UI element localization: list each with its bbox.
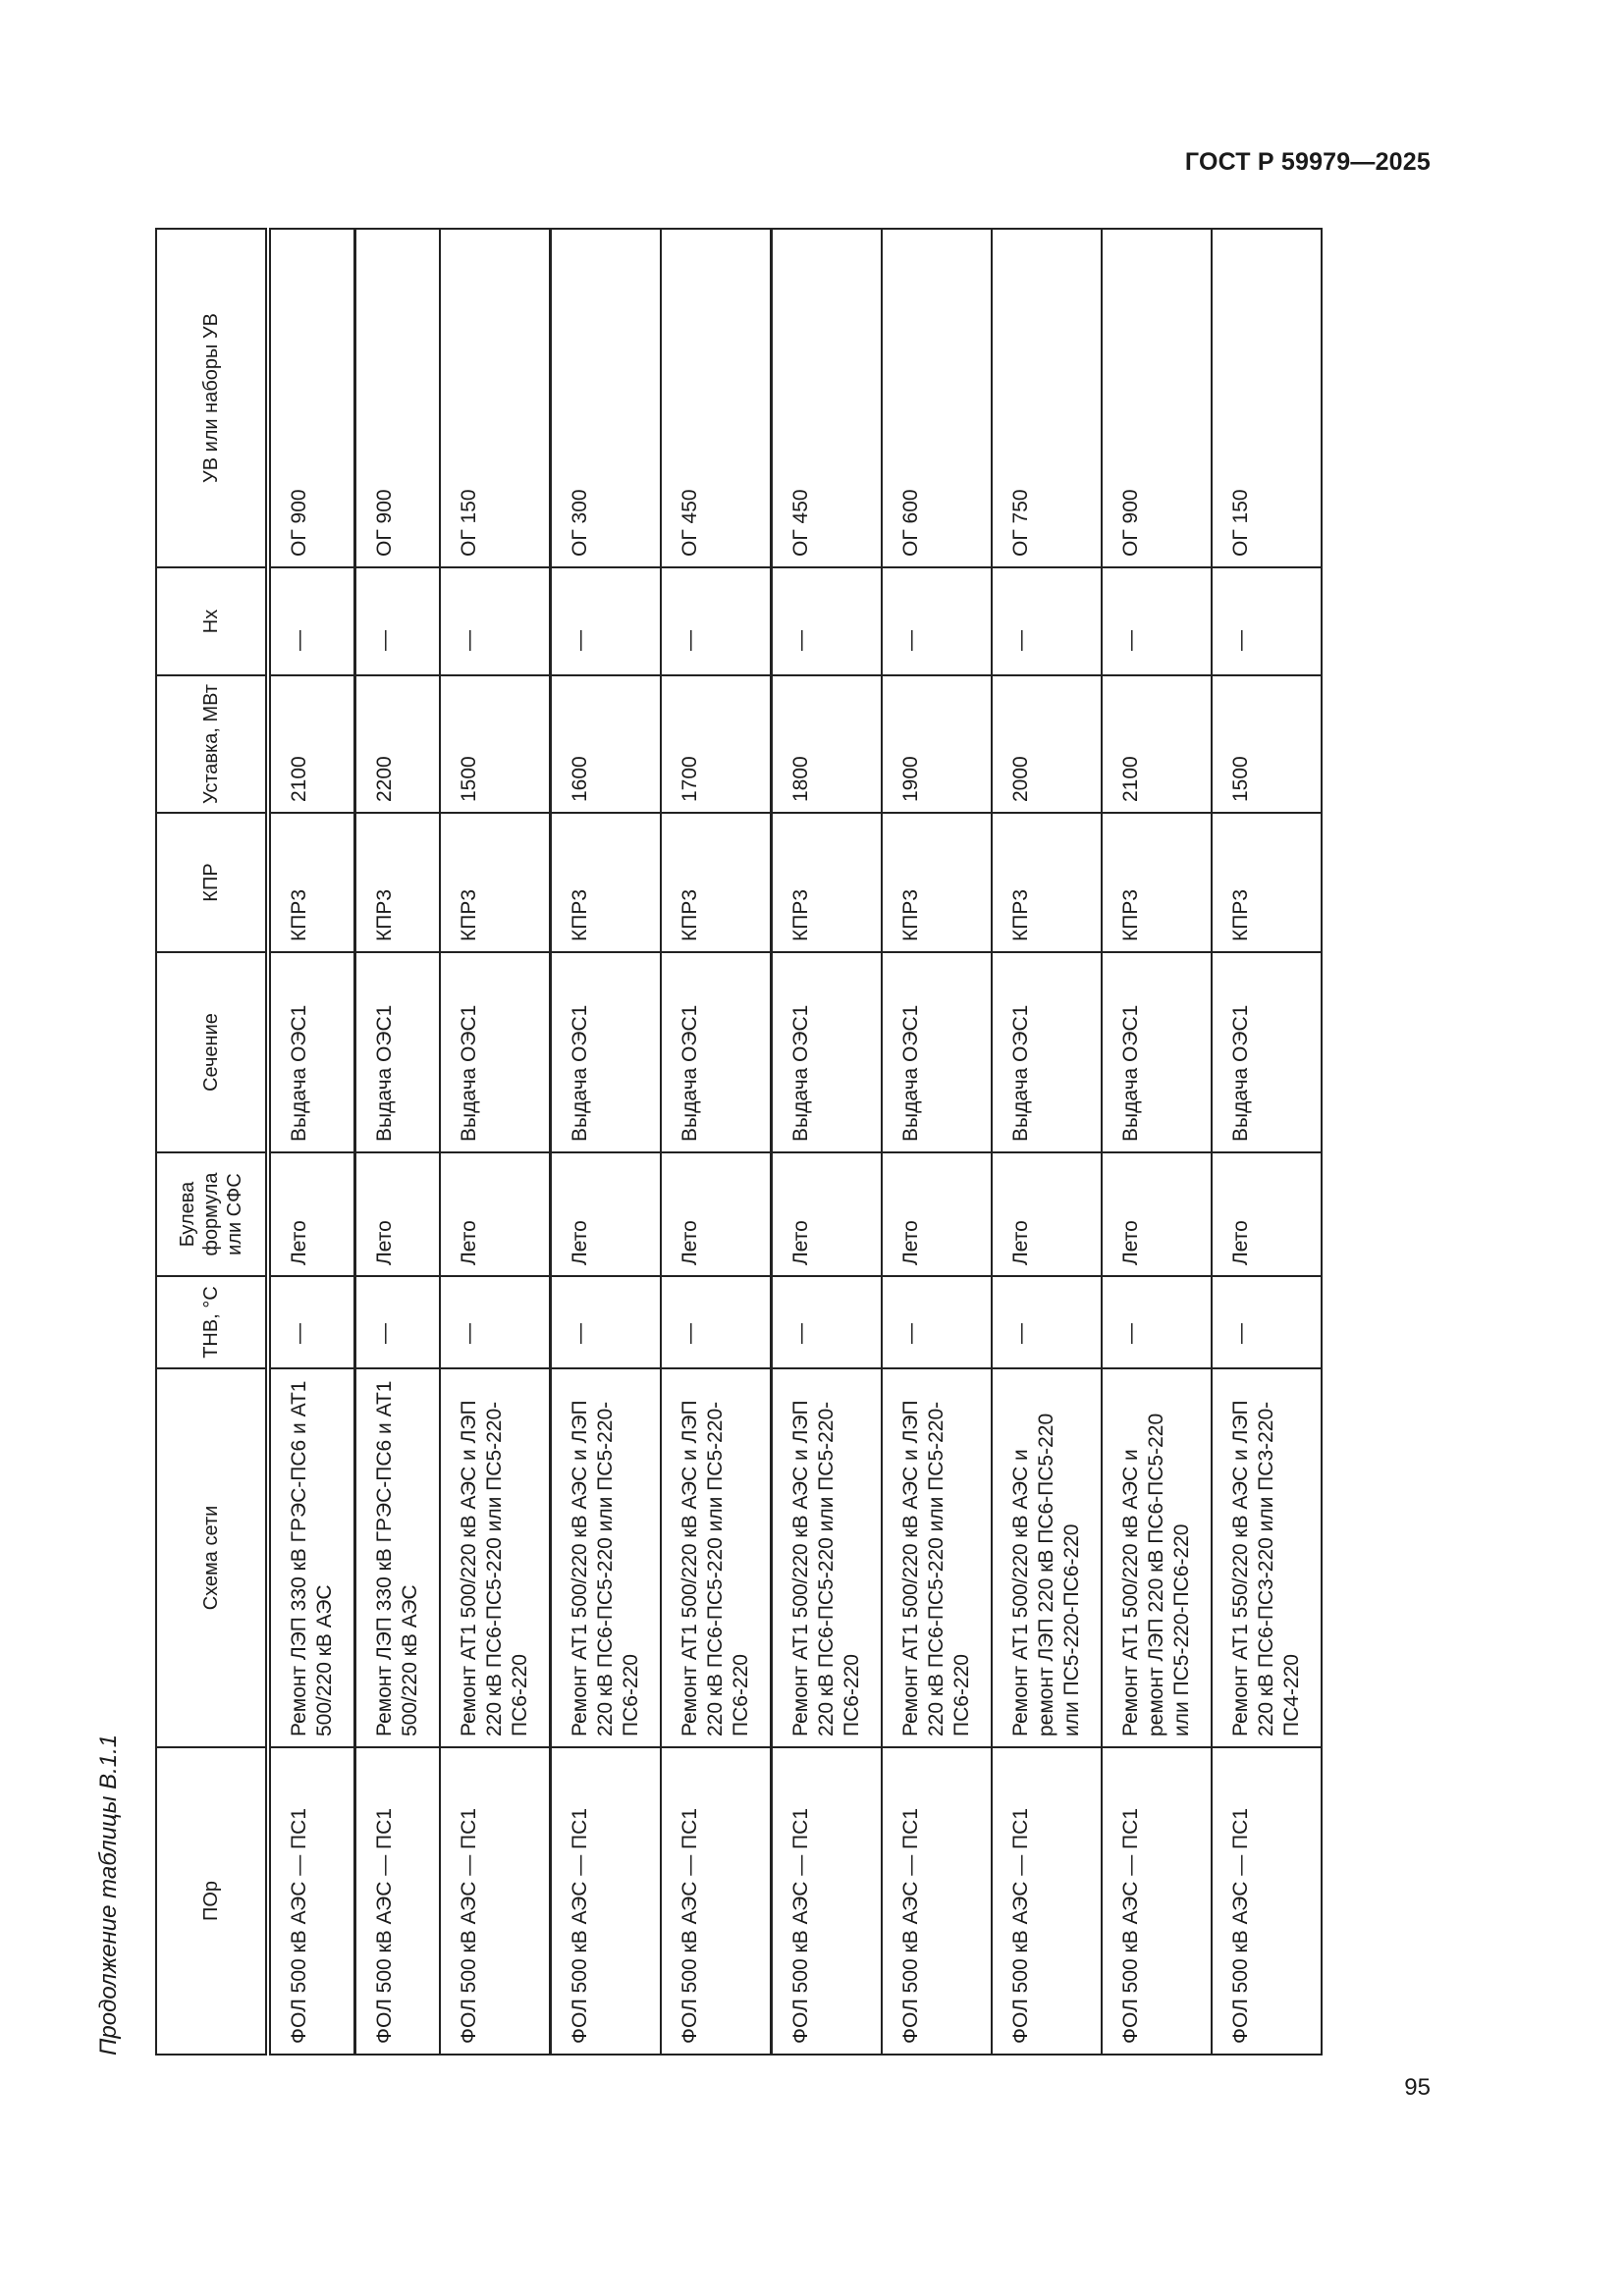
column-header: Схема сети [156, 1368, 268, 1747]
kpr-cell: КПР3 [772, 813, 883, 952]
nx-cell: — [440, 567, 551, 675]
section-cell: Выдача ОЭС1 [1102, 952, 1212, 1152]
kpr-cell: КПР3 [355, 813, 441, 952]
setpoint-cell: 2200 [355, 675, 441, 813]
table-caption: Продолжение таблицы В.1.1 [95, 1734, 122, 2056]
section-cell: Выдача ОЭС1 [268, 952, 355, 1152]
column-header: Сечение [156, 952, 268, 1152]
formula-cell: Лето [355, 1152, 441, 1276]
page-number: 95 [1404, 2074, 1431, 2101]
scheme-cell: Ремонт АТ1 500/220 кВ АЭС и ЛЭП 220 кВ ПС6-ПС5-220 или ПС5-220-ПС6-220 [551, 1368, 662, 1747]
kpr-cell: КПР3 [661, 813, 772, 952]
scheme-cell: Ремонт АТ1 500/220 кВ АЭС и ЛЭП 220 кВ ПС6-ПС5-220 или ПС5-220-ПС6-220 [882, 1368, 992, 1747]
section-cell: Выдача ОЭС1 [661, 952, 772, 1152]
scheme-cell: Ремонт ЛЭП 330 кВ ГРЭС-ПС6 и АТ1 500/220 кВ АЭС [268, 1368, 355, 1747]
formula-cell: Лето [882, 1152, 992, 1276]
section-cell: Выдача ОЭС1 [1212, 952, 1322, 1152]
setpoint-cell: 1500 [1212, 675, 1322, 813]
por-cell: ФОЛ 500 кВ АЭС — ПС1 [1212, 1747, 1322, 2055]
section-cell: Выдача ОЭС1 [355, 952, 441, 1152]
nx-cell: — [772, 567, 883, 675]
uv-cell: ОГ 900 [355, 229, 441, 567]
formula-cell: Лето [992, 1152, 1102, 1276]
tnv-cell: — [882, 1276, 992, 1368]
uv-cell: ОГ 600 [882, 229, 992, 567]
table-body [268, 229, 1322, 2055]
formula-cell: Лето [661, 1152, 772, 1276]
scheme-cell: Ремонт АТ1 500/220 кВ АЭС и ЛЭП 220 кВ ПС6-ПС5-220 или ПС5-220-ПС6-220 [661, 1368, 772, 1747]
table-row [992, 229, 1102, 2055]
column-header: УВ или наборы УВ [156, 229, 268, 567]
section-cell: Выдача ОЭС1 [992, 952, 1102, 1152]
nx-cell: — [661, 567, 772, 675]
por-cell: ФОЛ 500 кВ АЭС — ПС1 [772, 1747, 883, 2055]
table-row [355, 229, 441, 2055]
formula-cell: Лето [772, 1152, 883, 1276]
tnv-cell: — [355, 1276, 441, 1368]
setpoint-cell: 2100 [1102, 675, 1212, 813]
section-cell: Выдача ОЭС1 [882, 952, 992, 1152]
table-row [1212, 229, 1322, 2055]
kpr-cell: КПР3 [882, 813, 992, 952]
document-code: ГОСТ Р 59979—2025 [1184, 148, 1431, 176]
table-row [772, 229, 883, 2055]
section-cell: Выдача ОЭС1 [551, 952, 662, 1152]
rotated-table-area [94, 230, 1331, 2056]
por-cell: ФОЛ 500 кВ АЭС — ПС1 [551, 1747, 662, 2055]
table-row [551, 229, 662, 2055]
setpoint-cell: 1500 [440, 675, 551, 813]
uv-cell: ОГ 150 [1212, 229, 1322, 567]
section-cell: Выдача ОЭС1 [440, 952, 551, 1152]
kpr-cell: КПР3 [1102, 813, 1212, 952]
uv-cell: ОГ 900 [1102, 229, 1212, 567]
por-cell: ФОЛ 500 кВ АЭС — ПС1 [355, 1747, 441, 2055]
scheme-cell: Ремонт АТ1 500/220 кВ АЭС и ЛЭП 220 кВ ПС6-ПС5-220 или ПС5-220-ПС6-220 [772, 1368, 883, 1747]
nx-cell: — [551, 567, 662, 675]
table-row [661, 229, 772, 2055]
column-header: Булева формула или СФС [156, 1152, 268, 1276]
uv-cell: ОГ 750 [992, 229, 1102, 567]
kpr-cell: КПР3 [440, 813, 551, 952]
uv-cell: ОГ 450 [661, 229, 772, 567]
tnv-cell: — [1102, 1276, 1212, 1368]
nx-cell: — [1102, 567, 1212, 675]
uv-cell: ОГ 300 [551, 229, 662, 567]
column-header: Нх [156, 567, 268, 675]
table-row [882, 229, 992, 2055]
tnv-cell: — [440, 1276, 551, 1368]
formula-cell: Лето [1102, 1152, 1212, 1276]
nx-cell: — [882, 567, 992, 675]
column-header: КПР [156, 813, 268, 952]
setpoint-cell: 1800 [772, 675, 883, 813]
setpoint-cell: 1700 [661, 675, 772, 813]
scheme-cell: Ремонт АТ1 500/220 кВ АЭС и ЛЭП 220 кВ ПС6-ПС5-220 или ПС5-220-ПС6-220 [440, 1368, 551, 1747]
setpoint-cell: 1600 [551, 675, 662, 813]
setpoint-cell: 2100 [268, 675, 355, 813]
formula-cell: Лето [1212, 1152, 1322, 1276]
por-cell: ФОЛ 500 кВ АЭС — ПС1 [268, 1747, 355, 2055]
table-row [268, 229, 355, 2055]
uv-cell: ОГ 450 [772, 229, 883, 567]
table-row [1102, 229, 1212, 2055]
por-cell: ФОЛ 500 кВ АЭС — ПС1 [882, 1747, 992, 2055]
scheme-cell: Ремонт АТ1 500/220 кВ АЭС и ремонт ЛЭП 220 кВ ПС6-ПС5-220 или ПС5-220-ПС6-220 [992, 1368, 1102, 1747]
kpr-cell: КПР3 [992, 813, 1102, 952]
column-header: ТНВ, °С [156, 1276, 268, 1368]
nx-cell: — [355, 567, 441, 675]
table-header-row [156, 229, 268, 2055]
column-header: Уставка, МВт [156, 675, 268, 813]
section-cell: Выдача ОЭС1 [772, 952, 883, 1152]
tnv-cell: — [1212, 1276, 1322, 1368]
nx-cell: — [992, 567, 1102, 675]
data-table [155, 228, 1323, 2056]
setpoint-cell: 1900 [882, 675, 992, 813]
tnv-cell: — [551, 1276, 662, 1368]
scheme-cell: Ремонт АТ1 500/220 кВ АЭС и ремонт ЛЭП 220 кВ ПС6-ПС5-220 или ПС5-220-ПС6-220 [1102, 1368, 1212, 1747]
nx-cell: — [1212, 567, 1322, 675]
por-cell: ФОЛ 500 кВ АЭС — ПС1 [992, 1747, 1102, 2055]
formula-cell: Лето [268, 1152, 355, 1276]
column-header: ПОр [156, 1747, 268, 2055]
tnv-cell: — [992, 1276, 1102, 1368]
uv-cell: ОГ 900 [268, 229, 355, 567]
tnv-cell: — [268, 1276, 355, 1368]
kpr-cell: КПР3 [1212, 813, 1322, 952]
tnv-cell: — [772, 1276, 883, 1368]
kpr-cell: КПР3 [268, 813, 355, 952]
nx-cell: — [268, 567, 355, 675]
por-cell: ФОЛ 500 кВ АЭС — ПС1 [440, 1747, 551, 2055]
kpr-cell: КПР3 [551, 813, 662, 952]
formula-cell: Лето [551, 1152, 662, 1276]
scheme-cell: Ремонт АТ1 550/220 кВ АЭС и ЛЭП 220 кВ ПС6-ПС3-220 или ПС3-220-ПС4-220 [1212, 1368, 1322, 1747]
por-cell: ФОЛ 500 кВ АЭС — ПС1 [1102, 1747, 1212, 2055]
formula-cell: Лето [440, 1152, 551, 1276]
por-cell: ФОЛ 500 кВ АЭС — ПС1 [661, 1747, 772, 2055]
scheme-cell: Ремонт ЛЭП 330 кВ ГРЭС-ПС6 и АТ1 500/220 кВ АЭС [355, 1368, 441, 1747]
table-row [440, 229, 551, 2055]
uv-cell: ОГ 150 [440, 229, 551, 567]
setpoint-cell: 2000 [992, 675, 1102, 813]
tnv-cell: — [661, 1276, 772, 1368]
